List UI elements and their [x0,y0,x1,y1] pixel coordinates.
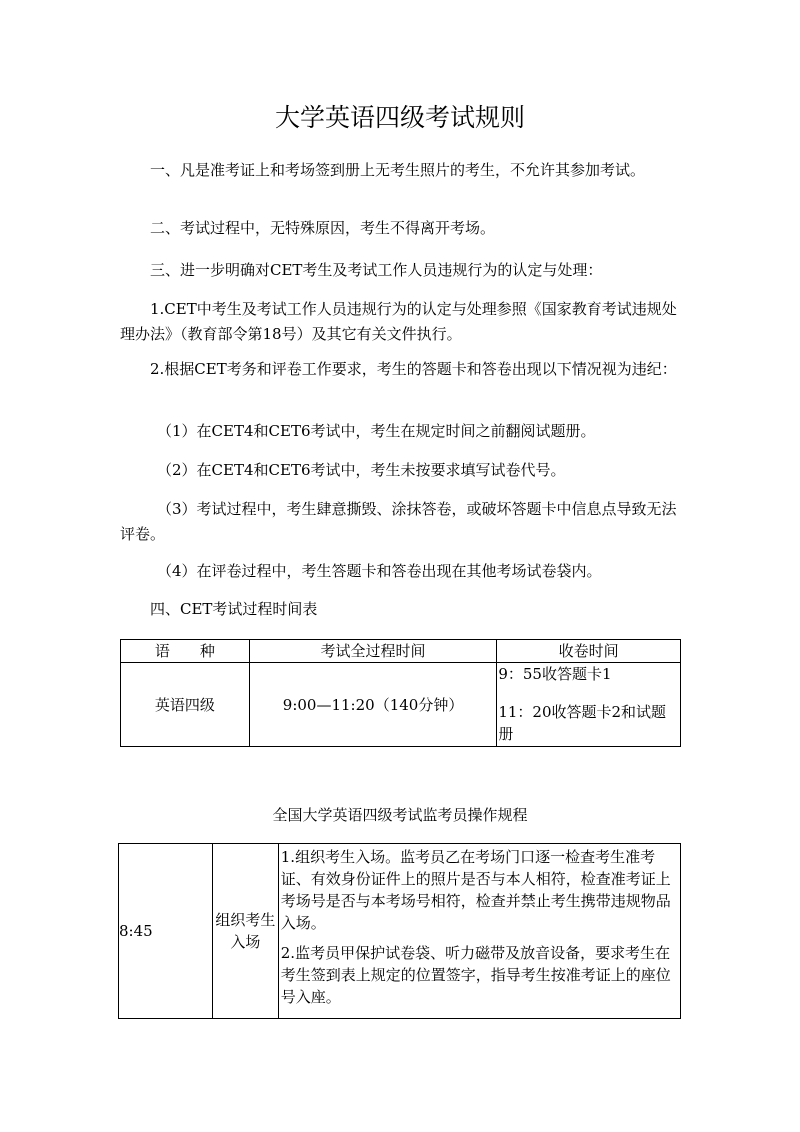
schedule-table [120,639,681,747]
collect-card-2: 11：20收答题卡2和试题册 [498,703,667,743]
violation-4: （4）在评卷过程中，考生答题卡和答卷出现在其他考场试卷袋内。 [157,562,602,580]
cell-language: 英语四级 [121,663,250,747]
violation-2: （2）在CET4和CET6考试中，考生未按要求填写试卷代号。 [157,461,566,479]
document-title: 大学英语四级考试规则 [274,103,525,132]
cell-duration: 9:00—11:20（140分钟） [249,663,497,747]
rule-3-item-2: 2.根据CET考务和评卷工作要求，考生的答题卡和答卷出现以下情况视为违纪： [150,360,677,378]
rule-1: 一、凡是准考证上和考场签到册上无考生照片的考生，不允许其参加考试。 [150,161,646,179]
rule-2: 二、考试过程中，无特殊原因，考生不得离开考场。 [150,219,496,237]
rule-3: 三、进一步明确对CET考生及考试工作人员违规行为的认定与处理： [150,261,603,279]
cell-time: 8:45 [119,844,213,1019]
cell-details [278,844,680,1019]
table-row [119,844,681,1019]
invigilator-section-title: 全国大学英语四级考试监考员操作规程 [272,806,528,824]
violation-3: （3）考试过程中，考生肆意撕毁、涂抹答卷，或破坏答题卡中信息点导致无法评卷。 [120,500,677,543]
rule-4: 四、CET考试过程时间表 [150,600,318,618]
invigilator-table [118,843,681,1019]
detail-1: 1.组织考生入场。监考员乙在考场门口逐一检查考生准考证、有效身份证件上的照片是否与本人相符，检查准考证上考场号是否与本考场号相符，检查并禁止考生携带违规物品入场。 [280,848,671,932]
header-duration: 考试全过程时间 [249,640,497,663]
cell-step: 组织考生入场 [212,844,278,1019]
table-row [121,663,681,747]
detail-2: 2.监考员甲保护试卷袋、听力磁带及放音设备，要求考生在考生签到表上规定的位置签字，指导考生按准考证上的座位号入座。 [280,944,671,1006]
collect-card-1: 9：55收答题卡1 [498,665,612,683]
cell-collect-time [497,663,681,747]
rule-3-item-1: 1.CET中考生及考试工作人员违规行为的认定与处理参照《国家教育考试违规处理办法》（教育部令第18号）及其它有关文件执行。 [120,300,677,343]
violation-1: （1）在CET4和CET6考试中，考生在规定时间之前翻阅试题册。 [157,422,596,440]
header-language: 语 种 [121,640,250,663]
table-header-row [121,640,681,663]
header-collect-time: 收卷时间 [497,640,681,663]
